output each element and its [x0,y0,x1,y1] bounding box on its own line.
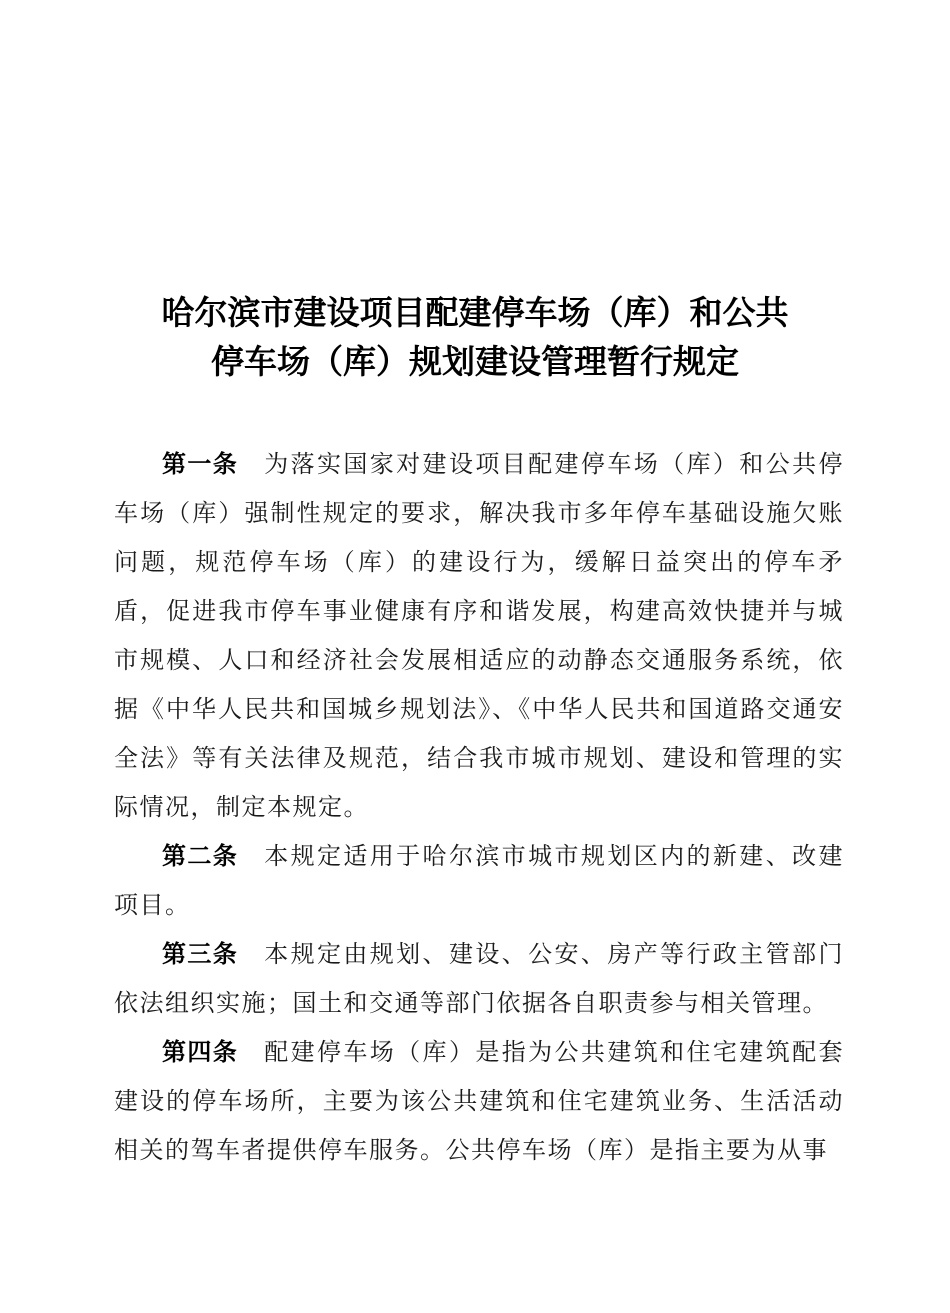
article-3-heading: 第三条 [162,940,239,968]
article-2-text: 本规定适用于哈尔滨市城市规划区内的新建、改建项目。 [114,842,844,919]
document-title-line-2: 停车场（库）规划建设管理暂行规定 [211,342,739,381]
article-4 [114,1028,844,1175]
article-4-text: 配建停车场（库）是指为公共建筑和住宅建筑配套建设的停车场所，主要为该公共建筑和住宅建筑业务、生活活动相关的驾车者提供停车服务。公共停车场（库）是指主要为从事 [114,1038,844,1164]
article-1 [114,440,844,832]
article-1-text: 为落实国家对建设项目配建停车场（库）和公共停车场（库）强制性规定的要求，解决我市多年停车基础设施欠账问题，规范停车场（库）的建设行为，缓解日益突出的停车矛盾，促进我市停车事业健康有序和谐发展，构建高效快捷并与城市规模、人口和经济社会发展相适应的动静态交通服务系统，依据《中华人民共和国城乡规划法》、《中华人民共和国道路交通安全法》等有关法律及规范，结合我市城市规划、建设和管理的实际情况，制定本规定。 [114,450,844,821]
article-4-heading: 第四条 [162,1038,239,1066]
document-title-line-1: 哈尔滨市建设项目配建停车场（库）和公共 [161,293,789,332]
article-2-heading: 第二条 [162,842,239,870]
article-3-text: 本规定由规划、建设、公安、房产等行政主管部门依法组织实施；国土和交通等部门依据各自职责参与相关管理。 [114,940,844,1017]
article-2 [114,832,844,930]
article-3 [114,930,844,1028]
article-1-heading: 第一条 [162,450,239,478]
